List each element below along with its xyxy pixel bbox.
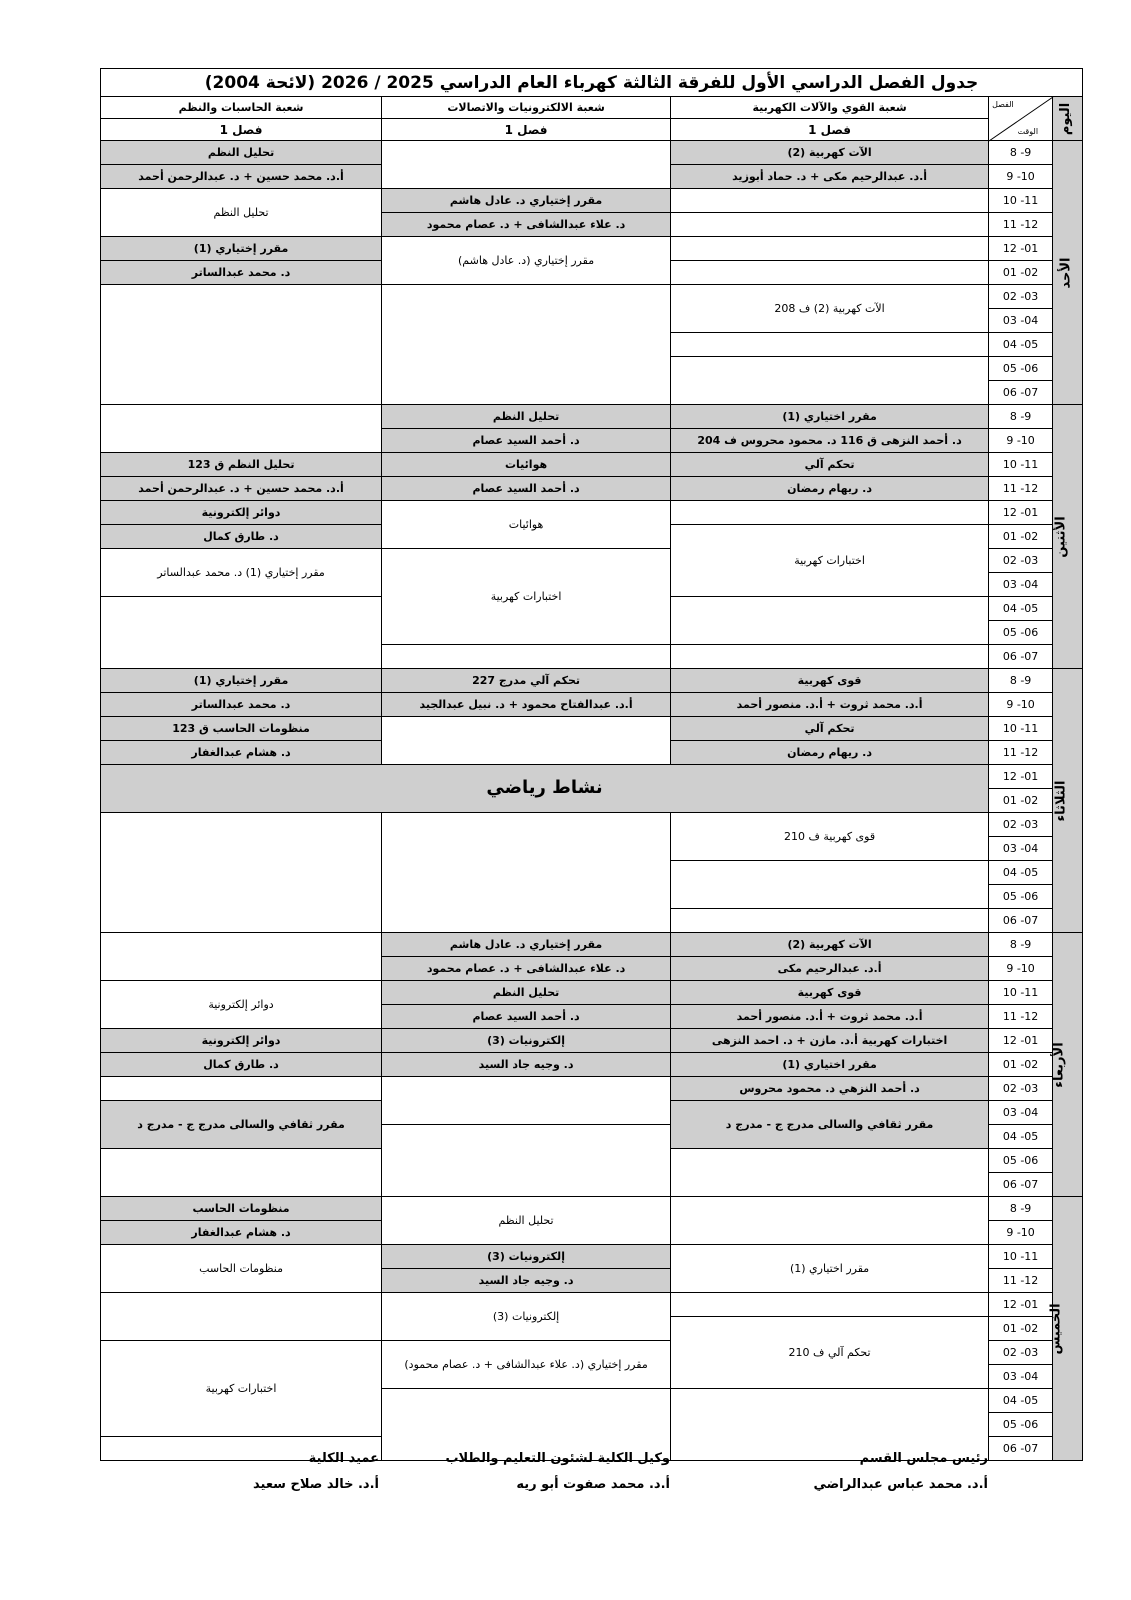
lecture-cell: هوائيات xyxy=(382,453,671,477)
time-slot: 8 -9 xyxy=(989,933,1053,957)
empty-cell xyxy=(671,261,989,285)
section-cell: تحليل النظم xyxy=(101,189,382,237)
time-slot: 04 -05 xyxy=(989,1389,1053,1413)
lecture-cell: قوى كهربية xyxy=(671,669,989,693)
time-slot: 04 -05 xyxy=(989,597,1053,621)
dept-header-power: شعبة القوي والآلات الكهربية xyxy=(671,97,989,119)
dept-header-comm: شعبة الالكترونيات والاتصالات xyxy=(382,97,671,119)
time-slot: 05 -06 xyxy=(989,1413,1053,1437)
lecture-cell: مقرر ثقافي والسالى مدرج ج - مدرج د xyxy=(101,1101,382,1149)
day-monday: الأثنين xyxy=(1053,405,1083,669)
time-slot: 04 -05 xyxy=(989,333,1053,357)
lecturer-cell: د. أحمد السيد عصام xyxy=(382,429,671,453)
time-slot: 06 -07 xyxy=(989,1173,1053,1197)
lecturer-cell: د. أحمد النزهى ق 116 د. محمود محروس ف 204 xyxy=(671,429,989,453)
dept-header-comp: شعبة الحاسبات والنظم xyxy=(101,97,382,119)
empty-cell xyxy=(382,141,671,189)
time-slot: 03 -04 xyxy=(989,573,1053,597)
lecturer-cell: د. طارق كمال xyxy=(101,525,382,549)
empty-cell xyxy=(671,501,989,525)
lecturer-cell: د. أحمد السيد عصام xyxy=(382,1005,671,1029)
empty-cell xyxy=(671,213,989,237)
time-slot: 06 -07 xyxy=(989,909,1053,933)
empty-cell xyxy=(101,813,382,933)
time-slot: 10 -11 xyxy=(989,189,1053,213)
section-cell: هوائيات xyxy=(382,501,671,549)
empty-cell xyxy=(382,1077,671,1125)
empty-cell xyxy=(101,405,382,453)
signature-dept-head: رئيس مجلس القسم أ.د. محمد عباس عبدالراضي xyxy=(813,1451,988,1492)
section-cell: اختبارات كهربية xyxy=(382,549,671,645)
time-slot: 02 -03 xyxy=(989,1341,1053,1365)
time-slot: 11 -12 xyxy=(989,741,1053,765)
lecture-cell: تحليل النظم ق 123 xyxy=(101,453,382,477)
time-slot: 11 -12 xyxy=(989,477,1053,501)
empty-cell xyxy=(671,909,989,933)
empty-cell xyxy=(382,645,671,669)
time-slot: 04 -05 xyxy=(989,861,1053,885)
lecturer-cell: د. ريهام رمضان xyxy=(671,741,989,765)
empty-cell xyxy=(671,597,989,645)
time-slot: 12 -01 xyxy=(989,237,1053,261)
empty-cell xyxy=(101,1077,382,1101)
time-slot: 02 -03 xyxy=(989,1077,1053,1101)
lecture-cell: إلكترونيات (3) xyxy=(382,1245,671,1269)
lecture-cell: تحليل النظم xyxy=(382,405,671,429)
lecture-cell: تحليل النظم xyxy=(382,981,671,1005)
empty-cell xyxy=(382,717,671,765)
empty-cell xyxy=(382,1125,671,1197)
empty-cell xyxy=(671,333,989,357)
lecturer-cell: أ.د. محمد ثروت + أ.د. منصور أحمد xyxy=(671,693,989,717)
lecture-cell: مقرر اختياري (1) xyxy=(671,405,989,429)
corner-header xyxy=(989,97,1053,141)
lecturer-cell: أ.د. عبدالفتاح محمود + د. نبيل عبدالجيد xyxy=(382,693,671,717)
time-slot: 03 -04 xyxy=(989,309,1053,333)
day-column-header: اليوم xyxy=(1053,97,1083,141)
lecturer-cell: د. أحمد النزهي د. محمود محروس xyxy=(671,1077,989,1101)
section-cell: الآت كهربية (2) ف 208 xyxy=(671,285,989,333)
lecturer-cell: د. علاء عبدالشافى + د. عصام محمود xyxy=(382,957,671,981)
page-title: جدول الفصل الدراسي الأول للفرقة الثالثة كهرباء العام الدراسي 2025 / 2026 (لائحة 2004) xyxy=(101,69,1083,97)
section-cell: مقرر إختياري (د. علاء عبدالشافى + د. عصام محمود) xyxy=(382,1341,671,1389)
time-slot: 01 -02 xyxy=(989,789,1053,813)
class-header: فصل 1 xyxy=(671,119,989,141)
class-header: فصل 1 xyxy=(382,119,671,141)
section-cell: اختبارات كهربية xyxy=(101,1341,382,1437)
time-slot: 10 -11 xyxy=(989,453,1053,477)
time-slot: 9 -10 xyxy=(989,957,1053,981)
lecturer-cell: د. محمد عبدالساتر xyxy=(101,261,382,285)
empty-cell xyxy=(101,285,382,405)
time-slot: 10 -11 xyxy=(989,1245,1053,1269)
time-slot: 03 -04 xyxy=(989,837,1053,861)
empty-cell xyxy=(671,189,989,213)
time-slot: 05 -06 xyxy=(989,1149,1053,1173)
empty-cell xyxy=(671,1197,989,1245)
empty-cell xyxy=(671,357,989,405)
lecture-cell: منظومات الحاسب ق 123 xyxy=(101,717,382,741)
lab-cell: اختبارات كهربية أ.د. مازن + د. احمد النزهى xyxy=(671,1029,989,1053)
empty-cell xyxy=(671,237,989,261)
time-slot: 8 -9 xyxy=(989,669,1053,693)
time-slot: 10 -11 xyxy=(989,717,1053,741)
time-slot: 11 -12 xyxy=(989,1269,1053,1293)
lecture-cell: منظومات الحاسب xyxy=(101,1197,382,1221)
lecture-cell: مقرر اختياري (1) xyxy=(671,1053,989,1077)
lecturer-cell: أ.د. محمد حسين + د. عبدالرحمن أحمد xyxy=(101,477,382,501)
time-slot: 8 -9 xyxy=(989,1197,1053,1221)
schedule-table xyxy=(100,68,1083,1461)
lecturer-cell: د. هشام عبدالغفار xyxy=(101,741,382,765)
empty-cell xyxy=(101,1293,382,1341)
empty-cell xyxy=(101,597,382,669)
time-slot: 06 -07 xyxy=(989,645,1053,669)
time-slot: 05 -06 xyxy=(989,885,1053,909)
time-slot: 12 -01 xyxy=(989,501,1053,525)
section-cell: دوائر إلكترونية xyxy=(101,981,382,1029)
time-slot: 01 -02 xyxy=(989,1053,1053,1077)
time-slot: 06 -07 xyxy=(989,1437,1053,1461)
time-slot: 9 -10 xyxy=(989,165,1053,189)
empty-cell xyxy=(671,1293,989,1317)
lecturer-cell: د. هشام عبدالغفار xyxy=(101,1221,382,1245)
lecture-cell: دوائر إلكترونية xyxy=(101,501,382,525)
section-cell: منظومات الحاسب xyxy=(101,1245,382,1293)
signature-dean: عميد الكلية أ.د. خالد صلاح سعيد xyxy=(253,1451,379,1492)
lecture-cell: تحكم آلي مدرج 227 xyxy=(382,669,671,693)
time-slot: 02 -03 xyxy=(989,285,1053,309)
lecturer-cell: أ.د. عبدالرحيم مكى + د. حماد أبوزيد xyxy=(671,165,989,189)
time-slot: 12 -01 xyxy=(989,1293,1053,1317)
time-slot: 01 -02 xyxy=(989,525,1053,549)
fasl-label: الفصل xyxy=(992,100,1014,109)
lecturer-cell: أ.د. عبدالرحيم مكى xyxy=(671,957,989,981)
day-thursday: الخميس xyxy=(1053,1197,1083,1461)
section-cell: تحليل النظم xyxy=(382,1197,671,1245)
day-tuesday: الثلاثاء xyxy=(1053,669,1083,933)
time-slot: 06 -07 xyxy=(989,381,1053,405)
time-slot: 05 -06 xyxy=(989,621,1053,645)
lecturer-cell: أ.د. محمد حسين + د. عبدالرحمن أحمد xyxy=(101,165,382,189)
lecture-cell: مقرر إختياري (1) xyxy=(101,237,382,261)
empty-cell xyxy=(671,645,989,669)
lecture-cell: مقرر إختياري د. عادل هاشم xyxy=(382,933,671,957)
empty-cell xyxy=(671,861,989,909)
lecturer-cell: د. محمد عبدالساتر xyxy=(101,693,382,717)
section-cell: تحكم آلي ف 210 xyxy=(671,1317,989,1389)
lecture-cell: تحكم آلي xyxy=(671,453,989,477)
time-label: الوقت xyxy=(1017,127,1039,136)
time-slot: 12 -01 xyxy=(989,1029,1053,1053)
section-cell: قوى كهربية ف 210 xyxy=(671,813,989,861)
lecturer-cell: د. ريهام رمضان xyxy=(671,477,989,501)
section-cell: مقرر اختياري (1) xyxy=(671,1245,989,1293)
lecturer-cell: د. وجيه جاد السيد xyxy=(382,1269,671,1293)
time-slot: 02 -03 xyxy=(989,549,1053,573)
lecture-cell: مقرر إختياري (1) xyxy=(101,669,382,693)
lecture-cell: الآت كهربية (2) xyxy=(671,141,989,165)
time-slot: 9 -10 xyxy=(989,429,1053,453)
time-slot: 03 -04 xyxy=(989,1365,1053,1389)
time-slot: 10 -11 xyxy=(989,981,1053,1005)
day-sunday: الأحد xyxy=(1053,141,1083,405)
lecture-cell: إلكترونيات (3) xyxy=(382,1029,671,1053)
lecturer-cell: د. طارق كمال xyxy=(101,1053,382,1077)
time-slot: 01 -02 xyxy=(989,261,1053,285)
lecture-cell: تحكم آلي xyxy=(671,717,989,741)
section-cell: مقرر إختياري (1) د. محمد عبدالساتر xyxy=(101,549,382,597)
empty-cell xyxy=(101,933,382,981)
section-cell: إلكترونيات (3) xyxy=(382,1293,671,1341)
day-wednesday: الأربعاء xyxy=(1053,933,1083,1197)
empty-cell xyxy=(671,1149,989,1197)
lecture-cell: دوائر إلكترونية xyxy=(101,1029,382,1053)
lecturer-cell: د. وجيه جاد السيد xyxy=(382,1053,671,1077)
time-slot: 01 -02 xyxy=(989,1317,1053,1341)
time-slot: 8 -9 xyxy=(989,405,1053,429)
time-slot: 11 -12 xyxy=(989,1005,1053,1029)
class-header: فصل 1 xyxy=(101,119,382,141)
lecturer-cell: د. أحمد السيد عصام xyxy=(382,477,671,501)
time-slot: 12 -01 xyxy=(989,765,1053,789)
time-slot: 9 -10 xyxy=(989,1221,1053,1245)
lecture-cell: مقرر إختياري د. عادل هاشم xyxy=(382,189,671,213)
time-slot: 8 -9 xyxy=(989,141,1053,165)
signature-vice-dean: وكيل الكلية لشئون التعليم والطلاب أ.د. محمد صفوت أبو ريه xyxy=(445,1451,670,1492)
time-slot: 04 -05 xyxy=(989,1125,1053,1149)
lecture-cell: الآت كهربية (2) xyxy=(671,933,989,957)
sports-activity: نشاط رياضي xyxy=(101,765,989,813)
empty-cell xyxy=(101,1149,382,1197)
time-slot: 11 -12 xyxy=(989,213,1053,237)
time-slot: 02 -03 xyxy=(989,813,1053,837)
lecturer-cell: أ.د. محمد ثروت + أ.د. منصور أحمد xyxy=(671,1005,989,1029)
lecture-cell: قوى كهربية xyxy=(671,981,989,1005)
time-slot: 05 -06 xyxy=(989,357,1053,381)
section-cell: مقرر إختياري (د. عادل هاشم) xyxy=(382,237,671,285)
lecturer-cell: د. علاء عبدالشافى + د. عصام محمود xyxy=(382,213,671,237)
lecture-cell: تحليل النظم xyxy=(101,141,382,165)
lecture-cell: مقرر ثقافي والسالى مدرج ج - مدرج د xyxy=(671,1101,989,1149)
empty-cell xyxy=(382,813,671,933)
time-slot: 03 -04 xyxy=(989,1101,1053,1125)
empty-cell xyxy=(382,285,671,405)
section-cell: اختبارات كهربية xyxy=(671,525,989,597)
time-slot: 9 -10 xyxy=(989,693,1053,717)
